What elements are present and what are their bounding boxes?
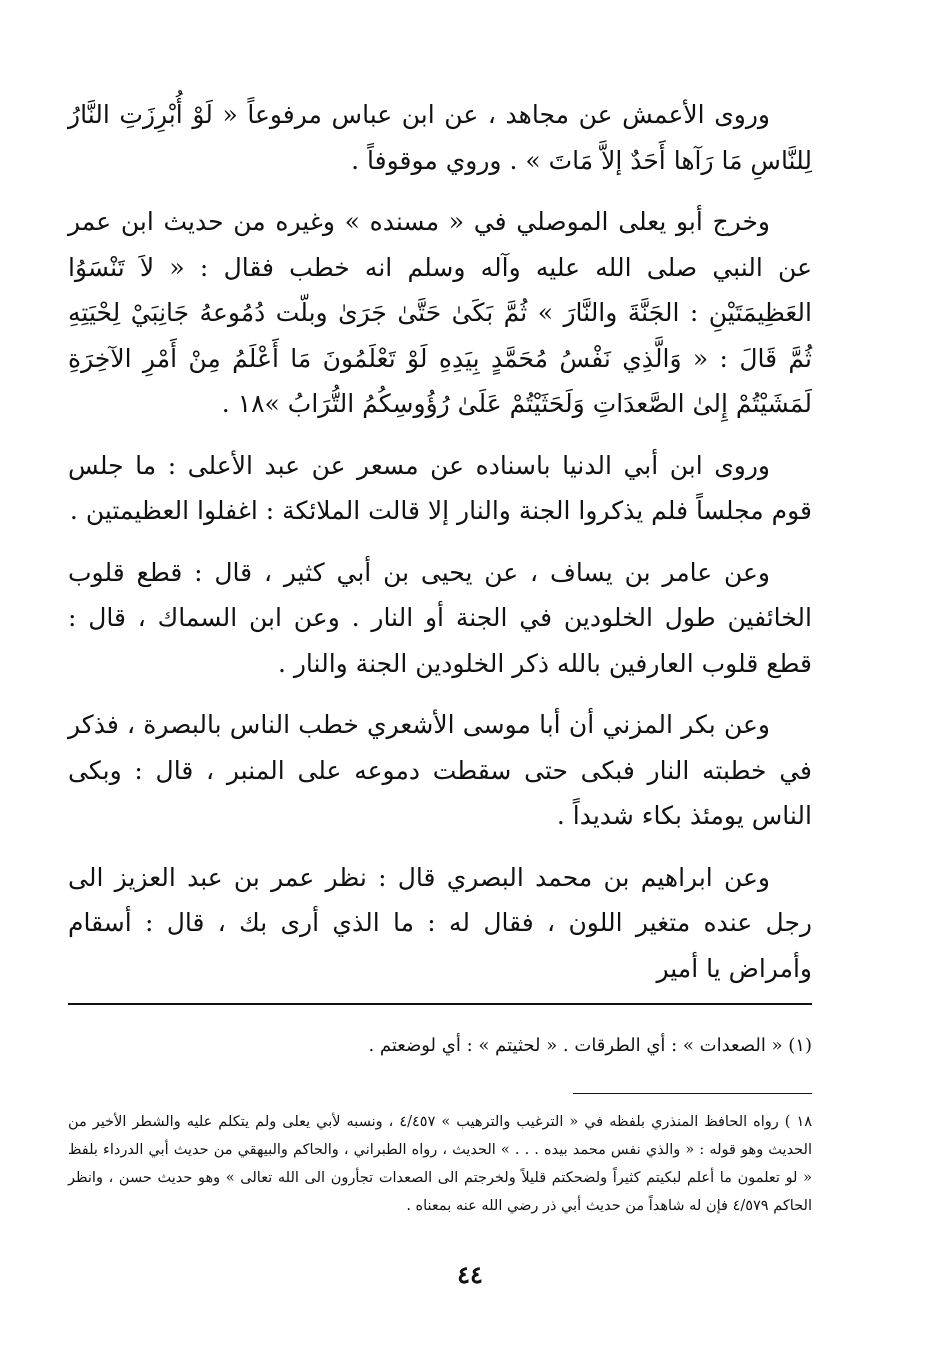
footnote-18-text: ١٨ ) رواه الحافظ المنذري بلفظه في « الترغيب والترهيب » ٤/٤٥٧ ، ونسبه لأبي يعلى ولم يتكلم عليه والشطر الأخير من الحديث وهو قوله : « والذي نفس محمد بيده . . . » الحديث ، رواه الطبراني ، والحاكم والبيهقي من حديث أبي الدرداء بلفظ « لو تعلمون ما أعلم لبكيتم كثيراً ولضحكتم قليلاً ولخرجتم الى الصعدات تجأرون الى الله تعالى » وهو حديث حسن ، وانظر الحاكم ٤/٥٧٩ فإن له شاهداً من حديث أبي ذر رضي الله عنه بمعناه . [68,1114,813,1214]
paragraph-4: وعن عامر بن يساف ، عن يحيى بن أبي كثير ، قال : قطع قلوب الخائفين طول الخلودين في الجنة أو النار . وعن ابن السماك ، قال : قطع قلوب العارفين بالله ذكر الخلودين الجنة والنار . [68,557,812,678]
main-text [68,92,812,1007]
paragraph-3: وروى ابن أبي الدنيا باسناده عن مسعر عن عبد الأعلى : ما جلس قوم مجلساً فلم يذكروا الجنة والنار إلا قالت الملائكة : اغفلوا العظيمتين . [68,450,812,525]
paragraph-1: وروى الأعمش عن مجاهد ، عن ابن عباس مرفوعاً « لَوْ أُبْرِزَتِ النَّارُ لِلنَّاسِ مَا رَآها أَحَدٌ إلاَّ مَاتَ » . وروي موقوفاً . [68,100,812,175]
footnote-18 [68,1108,812,1220]
footnote-separator [68,1003,812,1005]
footnote-1: (١) « الصعدات » : أي الطرقات . « لحثيتم » : أي لوضعتم . [368,1035,812,1056]
page-number: ٤٤ [457,1260,483,1289]
footnote-separator-short [573,1093,812,1094]
paragraph-6: وعن ابراهيم بن محمد البصري قال : نظر عمر بن عبد العزيز الى رجل عنده متغير اللون ، فقال له : ما الذي أرى بك ، قال : أسقام وأمراض يا أمير [68,862,812,983]
paragraph-2: وخرج أبو يعلى الموصلي في « مسنده » وغيره من حديث ابن عمر عن النبي صلى الله عليه وآله وسلم انه خطب فقال : « لاَ تَنْسَوُا العَظِيمَتَيْنِ : الجَنَّةَ والنَّارَ » ثُمَّ بَكَىٰ حَتَّىٰ جَرَىٰ وبلّت دُمُوعهُ جَانِبَيْ لِحْيَتِهِ ثُمَّ قَالَ : « وَالَّذِي نَفْسُ مُحَمَّدٍ بِيَدِهِ لَوْ تَعْلَمُونَ مَا أَعْلَمُ مِنْ أَمْرِ الآخِرَةِ لَمَشَيْتُمْ إِلىٰ الصَّعدَاتِ وَلَحَثَيْتُمْ عَلَىٰ رُؤُوسِكُمُ التُّرَابُ »١٨ . [68,207,812,418]
paragraph-5: وعن بكر المزني أن أبا موسى الأشعري خطب الناس بالبصرة ، فذكر في خطبته النار فبكى حتى سقطت دموعه على المنبر ، قال : وبكى الناس يومئذ بكاء شديداً . [68,710,812,830]
